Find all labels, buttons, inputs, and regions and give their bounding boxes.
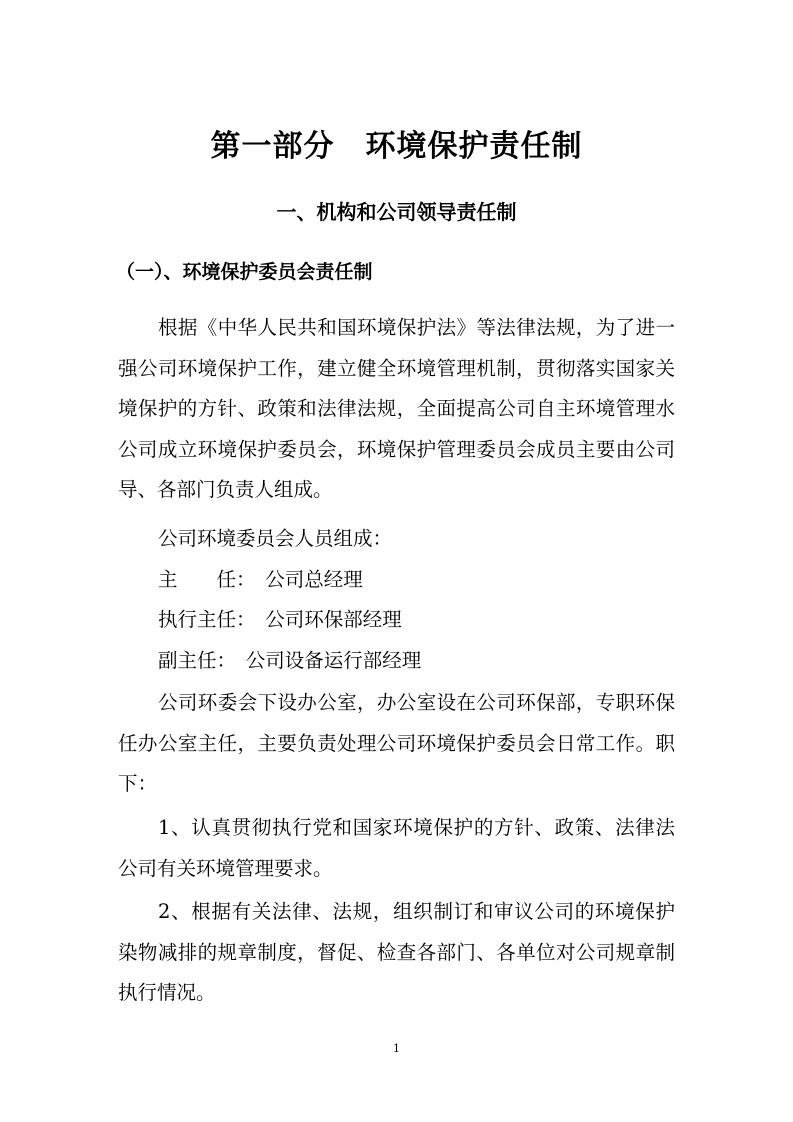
paragraph-line: 染物减排的规章制度，督促、检查各部门、各单位对公司规章制 xyxy=(118,940,675,964)
section-heading: （一）、环境保护委员会责任制 xyxy=(116,261,373,283)
paragraph-line: 公司有关环境管理要求。 xyxy=(118,856,333,880)
paragraph-line: 2、根据有关法律、法规，组织制订和审议公司的环境保护 xyxy=(158,900,675,923)
page-title: 第一部分 环境保护责任制 xyxy=(210,129,583,164)
paragraph-line: 下： xyxy=(118,772,158,796)
paragraph xyxy=(118,600,675,641)
paragraph-line: 1、认真贯彻执行党和国家环境保护的方针、政策、法律法 xyxy=(158,816,675,839)
paragraph-line: 境保护的方针、政策和法律法规，全面提高公司自主环境管理水 xyxy=(118,397,675,421)
paragraph-line: 公司环委会下设办公室，办公室设在公司环保部，专职环保 xyxy=(158,691,675,714)
paragraph xyxy=(118,683,675,805)
chapter-heading: 一、机构和公司领导责任制 xyxy=(276,200,517,224)
paragraph-line: 任办公室主任，主要负责处理公司环境保护委员会日常工作。职 xyxy=(118,731,675,755)
paragraph-line: 强公司环境保护工作，建立健全环境管理机制，贯彻落实国家关 xyxy=(118,356,675,380)
paragraph-line: 公司环境委员会人员组成： xyxy=(158,527,393,550)
paragraph-line: 副主任： 公司设备运行部经理 xyxy=(158,649,422,672)
paragraph xyxy=(118,808,675,889)
paragraph-line: 执行主任： 公司环保部经理 xyxy=(158,608,402,631)
paragraph-line: 主 任： 公司总经理 xyxy=(158,568,363,591)
paragraph-line: 根据《中华人民共和国环境保护法》等法律法规，为了进一 xyxy=(158,316,675,339)
page-number: 1 xyxy=(393,1042,400,1055)
paragraph-line: 执行情况。 xyxy=(118,981,216,1005)
paragraph-line: 导、各部门负责人组成。 xyxy=(118,478,333,502)
paragraph-line: 公司成立环境保护委员会，环境保护管理委员会成员主要由公司 xyxy=(118,437,675,461)
paragraph xyxy=(118,892,675,1014)
paragraph xyxy=(118,641,675,682)
paragraph xyxy=(118,560,675,601)
paragraph xyxy=(118,519,675,560)
paragraph xyxy=(118,308,675,511)
